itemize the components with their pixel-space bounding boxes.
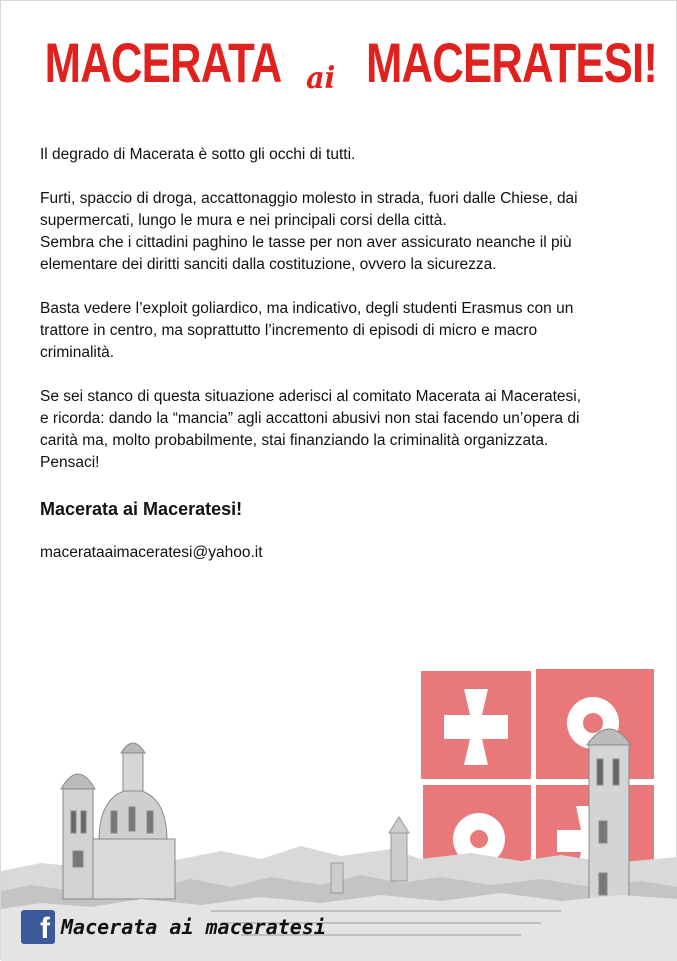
paragraph-5-line: e ricorda: dando la “mancia” agli accattoni abusivi non stai facendo un’opera di — [40, 410, 580, 427]
headline — [1, 31, 677, 95]
paragraph-5-line: carità ma, molto probabilmente, stai finanziando la criminalità organizzata. — [40, 432, 549, 449]
paragraph-5 — [40, 386, 643, 474]
paragraph-3-line: Sembra che i cittadini paghino le tasse per non aver assicurato neanche il più — [40, 234, 572, 251]
facebook-footer[interactable] — [21, 907, 326, 947]
slogan: Macerata ai Maceratesi! — [40, 499, 243, 519]
headline-part2: MACERATESI! — [365, 31, 657, 94]
paragraph-4-line: trattore in centro, ma soprattutto l’incremento di episodi di micro e macro — [40, 322, 538, 339]
paragraph-4 — [40, 298, 643, 364]
paragraph-3 — [40, 232, 643, 276]
facebook-icon[interactable]: f — [21, 910, 55, 944]
paragraph-4-line: Basta vedere l’exploit goliardico, ma indicativo, degli studenti Erasmus con un — [40, 300, 574, 317]
paragraph-1: Il degrado di Macerata è sotto gli occhi di tutti. — [40, 146, 356, 163]
paragraph-2-line: supermercati, lungo le mura e nei principali corsi della città. — [40, 212, 447, 229]
headline-part1: MACERATA — [44, 31, 282, 94]
body-text — [40, 144, 643, 586]
headline-connector: ai — [306, 61, 336, 96]
facebook-page-name[interactable]: Macerata ai maceratesi — [61, 915, 326, 939]
paragraph-5-line: Se sei stanco di questa situazione aderisci al comitato Macerata ai Maceratesi, — [40, 388, 582, 405]
paragraph-3-line: elementare dei diritti sanciti dalla costituzione, ovvero la sicurezza. — [40, 256, 497, 273]
paragraph-5-line: Pensaci! — [40, 454, 100, 471]
paragraph-2-line: Furti, spaccio di droga, accattonaggio molesto in strada, fuori dalle Chiese, dai — [40, 190, 578, 207]
paragraph-4-line: criminalità. — [40, 344, 115, 361]
contact-email[interactable]: macerataaimaceratesi@yahoo.it — [40, 544, 263, 561]
paragraph-2 — [40, 188, 643, 232]
